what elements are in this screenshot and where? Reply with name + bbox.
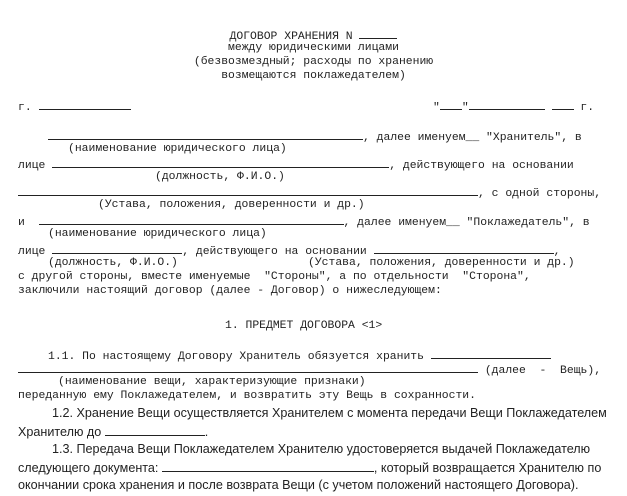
depositor-person-prefix: лице (18, 246, 46, 258)
title-text: ДОГОВОР ХРАНЕНИЯ N (229, 31, 353, 43)
city-prefix: г. (18, 102, 32, 114)
depositor-basis-blank[interactable] (374, 242, 554, 254)
subtitle-3: возмещаются поклажедателем) (221, 70, 406, 82)
p11-tail: (далее - Вещь), (484, 365, 602, 377)
p11-line-3: переданную ему Поклажедателем, и возвратить эту Вещь в сохранности. (18, 390, 476, 402)
subtitle-2: (безвозмездный; расходы по хранению (193, 56, 434, 68)
hint-position-2: (должность, Ф.И.О.) (48, 257, 178, 269)
depositor-tail: , далее именуем__ "Поклажедатель", в (343, 217, 590, 229)
year-suffix: г. (580, 102, 595, 114)
contract-number-blank[interactable] (359, 27, 397, 39)
keeper-name-blank[interactable] (48, 128, 363, 140)
subtitle-1: между юридическими лицами (228, 42, 399, 54)
city-line (18, 98, 131, 115)
p11-text: 1.1. По настоящему Договору Хранитель обязуется хранить (48, 351, 424, 363)
section-1-heading: 1. ПРЕДМЕТ ДОГОВОРА <1> (225, 320, 383, 332)
document-name-blank[interactable] (162, 459, 374, 472)
depositor-person-end: , (553, 246, 561, 258)
p12-prefix: Хранителю до (18, 425, 102, 439)
p12-line-2 (18, 423, 208, 440)
p13-line-2 (18, 459, 601, 476)
hint-legal-name-1: (наименование юридического лица) (68, 143, 287, 155)
year-blank[interactable] (552, 98, 574, 110)
month-blank[interactable] (469, 98, 545, 110)
keeper-person-blank[interactable] (52, 156, 389, 168)
keeper-tail: , далее именуем__ "Хранитель", в (363, 132, 582, 144)
date-line (433, 98, 594, 115)
closing-line-2: заключили настоящий договор (далее - Договор) о нижеследующем: (18, 285, 442, 297)
p12-line-1: 1.2. Хранение Вещи осуществляется Хранителем с момента передачи Вещи Поклажедателем (52, 406, 607, 420)
depositor-name-blank[interactable] (39, 213, 344, 225)
p11-hint: (наименование вещи, характеризующие признаки) (58, 376, 366, 388)
storage-until-blank[interactable] (105, 423, 205, 436)
day-blank[interactable] (440, 98, 462, 110)
p13-prefix: следующего документа: (18, 461, 159, 475)
item-name-blank-1[interactable] (431, 347, 551, 359)
item-name-blank-2[interactable] (18, 361, 478, 373)
depositor-prefix: и (18, 217, 25, 229)
hint-position-1: (должность, Ф.И.О.) (155, 171, 285, 183)
quote-close: " (461, 102, 469, 114)
keeper-person-line (18, 156, 574, 173)
p13-line-3: окончании срока хранения и после возврата Вещи (с учетом положений настоящего Договора). (18, 478, 579, 492)
depositor-person-blank[interactable] (52, 242, 182, 254)
closing-line-1: с другой стороны, вместе именуемые "Стороны", а по отдельности "Сторона", (18, 271, 531, 283)
keeper-person-tail: , действующего на основании (389, 160, 574, 172)
hint-basis-1: (Устава, положения, доверенности и др.) (98, 199, 365, 211)
city-blank[interactable] (39, 98, 131, 110)
hint-basis-2: (Устава, положения, доверенности и др.) (308, 257, 575, 269)
quote-open: " (433, 102, 440, 114)
p13-suffix: , который возвращается Хранителю по (373, 461, 602, 475)
one-side-tail: , с одной стороны, (478, 188, 602, 200)
p13-line-1: 1.3. Передача Вещи Поклажедателем Хранителю удостоверяется выдачей Поклажедателю (52, 442, 591, 456)
hint-legal-name-2: (наименование юридического лица) (48, 228, 267, 240)
keeper-basis-blank[interactable] (18, 184, 478, 196)
depositor-person-mid: , действующего на основании (182, 246, 367, 258)
p12-suffix: . (204, 425, 209, 439)
keeper-person-prefix: лице (18, 160, 46, 172)
